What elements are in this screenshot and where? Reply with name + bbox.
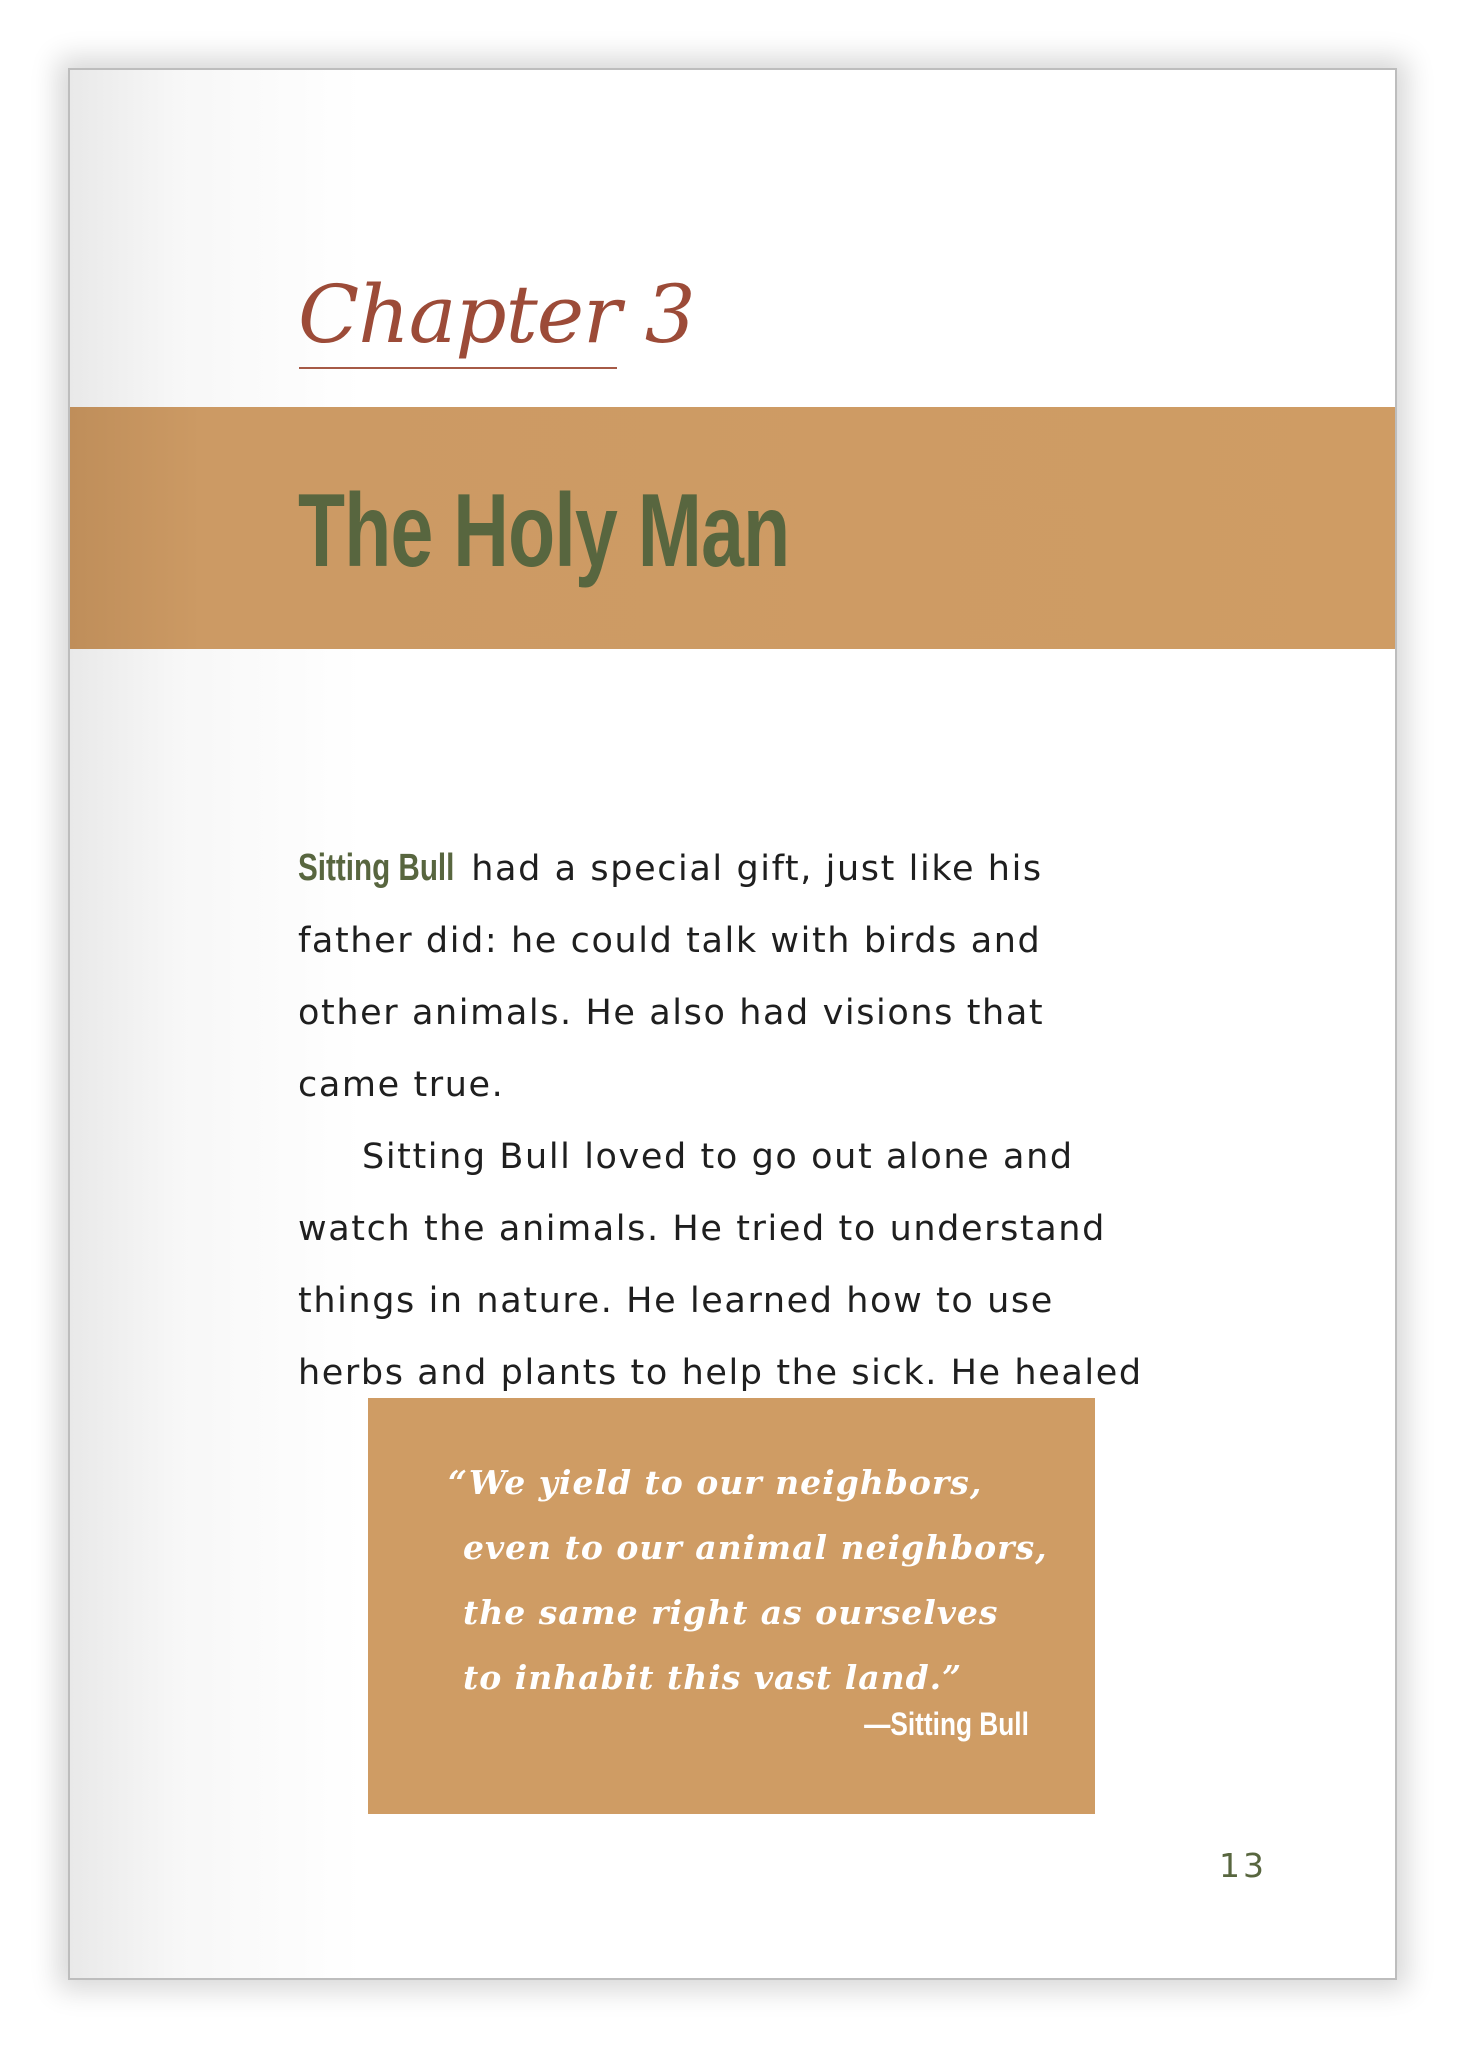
book-page bbox=[68, 68, 1397, 1980]
title-band bbox=[70, 407, 1395, 649]
body-line: father did: he could talk with birds and bbox=[298, 921, 1042, 961]
quote-line: the same right as ourselves bbox=[463, 1593, 999, 1632]
body-line: Sitting Bull loved to go out alone and bbox=[362, 1137, 1074, 1177]
lead-name: Sitting Bull bbox=[298, 847, 455, 889]
body-line: things in nature. He learned how to use bbox=[298, 1281, 1054, 1321]
pull-quote-box bbox=[368, 1398, 1095, 1814]
body-line bbox=[298, 832, 1208, 905]
pull-quote-text bbox=[448, 1450, 1048, 1710]
quote-line: to inhabit this vast land.” bbox=[463, 1658, 963, 1697]
body-line-text: had a special gift, just like his bbox=[471, 849, 1043, 889]
quote-attribution: —Sitting Bull bbox=[864, 1706, 1029, 1742]
body-text bbox=[298, 832, 1208, 1409]
quote-line: even to our animal neighbors, bbox=[463, 1528, 1048, 1567]
quote-line: “We yield to our neighbors, bbox=[448, 1463, 983, 1502]
body-line: other animals. He also had visions that bbox=[298, 993, 1045, 1033]
body-line: watch the animals. He tried to understand bbox=[298, 1209, 1106, 1249]
body-line: came true. bbox=[298, 1065, 505, 1105]
chapter-label: Chapter 3 bbox=[298, 268, 695, 361]
chapter-title: The Holy Man bbox=[298, 473, 790, 589]
chapter-underline bbox=[299, 367, 617, 369]
body-line: herbs and plants to help the sick. He healed bbox=[298, 1353, 1143, 1393]
page-number: 13 bbox=[1219, 1846, 1267, 1885]
